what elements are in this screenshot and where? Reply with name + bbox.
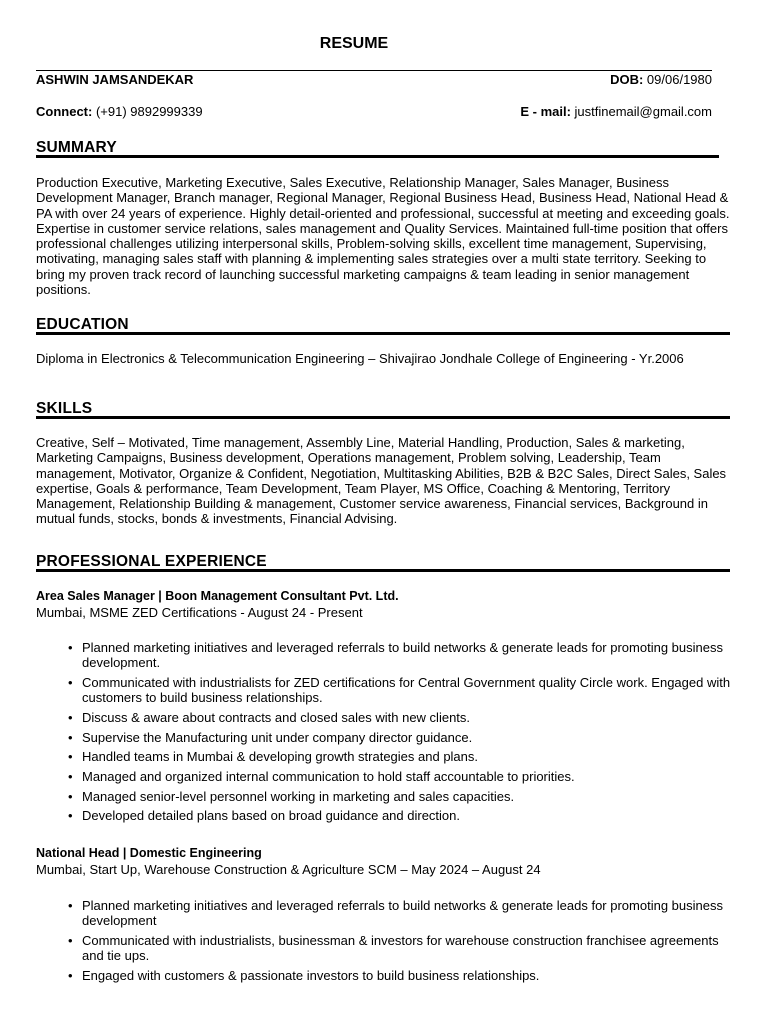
candidate-name: ASHWIN JAMSANDEKAR [36,72,194,87]
job-title-2: National Head | Domestic Engineering [36,846,262,860]
job-1-bullets [36,640,736,828]
education-heading: EDUCATION [36,316,129,333]
skills-rule [36,416,730,419]
bullet-icon: • [68,808,73,824]
document-title: RESUME [319,35,389,52]
list-item: • Planned marketing initiatives and leveraged referrals to build networks & generate leads for promoting business development [68,898,723,929]
bullet-icon: • [68,709,73,725]
skills-heading: SKILLS [36,400,93,417]
summary-rule [36,155,719,158]
job-2-bullets [36,898,736,988]
job-subtitle-1: Mumbai, MSME ZED Certifications - August 24 - Present [36,605,363,620]
bullet-icon: • [68,674,73,690]
bullet-icon: • [68,788,73,804]
list-item: • Communicated with industrialists for ZED certifications for Central Government quality Circle work. Engaged with customers to build business relationships. [68,674,731,706]
list-item: • Engaged with customers & passionate investors to build business relationships. [68,967,540,983]
skills-text: Creative, Self – Motivated, Time management, Assembly Line, Material Handling, Production, Sales & marketing, Marketing Campaigns, Business development, Operations management, Problem solving, Leadership, Team management, Motivator, Organize & Confident, Negotiation, Multitasking Abilities, B2B & B2C Sales, Direct Sales, Sales expertise, Goals & performance, Team Development, Team Player, MS Office, Coaching & Mentoring, Territory Management, Relationship Building & management, Customer service awareness, Financial services, Background in mutual funds, stocks, bonds & investments, Financial Advising. [36,435,727,527]
bullet-icon: • [68,729,73,745]
summary-heading: SUMMARY [36,139,117,156]
list-item: • Handled teams in Mumbai & developing growth strategies and plans. [68,749,479,765]
header-divider [36,70,712,71]
job-subtitle-2: Mumbai, Start Up, Warehouse Construction & Agriculture SCM – May 2024 – August 24 [36,862,541,877]
name-row [36,72,712,87]
experience-heading: PROFESSIONAL EXPERIENCE [36,553,267,570]
dob [610,72,712,87]
bullet-icon: • [68,769,73,785]
list-item: • Discuss & aware about contracts and closed sales with new clients. [68,709,471,725]
list-item: • Supervise the Manufacturing unit under company director guidance. [68,729,473,745]
list-item: • Planned marketing initiatives and leveraged referrals to build networks & generate leads for promoting business development. [68,640,723,671]
list-item: • Developed detailed plans based on broad guidance and direction. [68,808,461,824]
list-item: • Managed and organized internal communication to hold staff accountable to priorities. [68,769,575,785]
phone [36,104,203,119]
contact-row [36,104,712,119]
education-rule [36,332,730,335]
bullet-icon: • [68,967,73,983]
connect-label: Connect: [36,104,93,119]
dob-label: DOB: [610,72,644,87]
bullet-icon: • [68,640,73,655]
bullet-icon: • [68,898,73,913]
dob-value: 09/06/1980 [643,72,712,87]
phone-value: (+91) 9892999339 [92,104,203,119]
email [520,104,712,119]
summary-text: Production Executive, Marketing Executive, Sales Executive, Relationship Manager, Sales Manager, Business Development Manager, Branch manager, Regional Manager, Regional Business Head, Business Head, National Head & PA with over 24 years of experience. Highly detail-oriented and professional, successful at meeting and exceeding goals. Expertise in customer service relations, sales management and Quality Services. Maintained full-time position that offers professional challenges utilizing interpersonal skills, Problem-solving skills, excellent time management, Supervising, motivating, managing sales staff with planning & implementing sales strategies over a multi state territory. Seeking to bring my proven track record of launching successful marketing campaigns & team leading in senior management positions. [36,175,730,298]
email-value: justfinemail@gmail.com [570,104,712,119]
bullet-icon: • [68,749,73,765]
education-text: Diploma in Electronics & Telecommunication Engineering – Shivajirao Jondhale College of Engineering - Yr.2006 [36,351,684,366]
list-item: • Managed senior-level personnel working in marketing and sales capacities. [68,788,515,804]
email-label: E - mail: [520,104,571,119]
job-title-1: Area Sales Manager | Boon Management Consultant Pvt. Ltd. [36,589,399,603]
list-item: • Communicated with industrialists, businessman & investors for warehouse construction franchisee agreements and tie ups. [68,932,719,964]
bullet-icon: • [68,932,73,948]
experience-rule [36,569,730,572]
